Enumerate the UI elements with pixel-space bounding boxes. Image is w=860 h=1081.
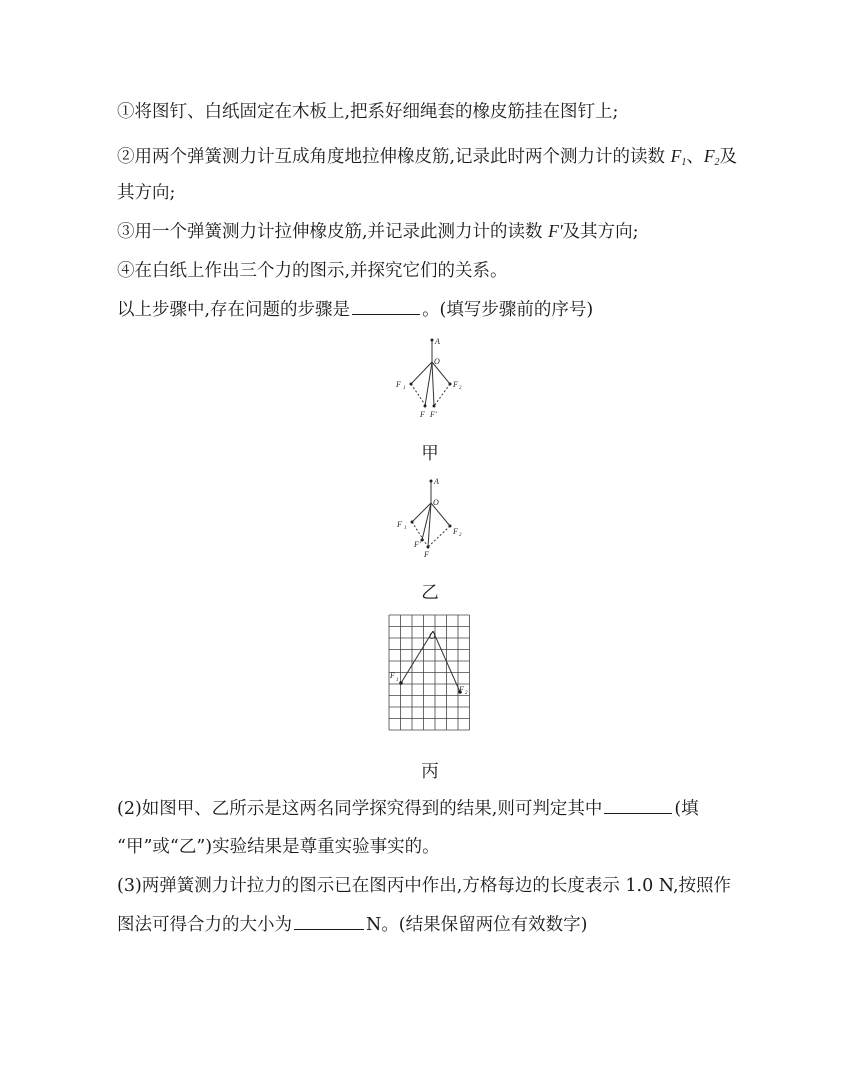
question-3-line-2 bbox=[117, 913, 587, 937]
f2-sub: 2 bbox=[465, 691, 468, 696]
f-prime-label: F' bbox=[414, 540, 421, 549]
step-2-tail: 及 bbox=[719, 147, 738, 167]
question-3-tail: N。(结果保留两位有效数字) bbox=[366, 915, 588, 935]
answer-blank-3[interactable] bbox=[294, 913, 364, 930]
step-1: ①将图钉、白纸固定在木板上,把系好细绳套的橡皮筋挂在图钉上; bbox=[117, 102, 619, 122]
f1-label: F bbox=[396, 380, 401, 389]
f1-sub: 1 bbox=[404, 526, 407, 531]
step-4: ④在白纸上作出三个力的图示,并探究它们的关系。 bbox=[117, 261, 508, 281]
f1-label: F bbox=[397, 520, 402, 529]
f-label: F bbox=[424, 550, 429, 559]
question-1 bbox=[117, 298, 593, 322]
figure-bing bbox=[386, 612, 476, 742]
question-1-tail: 。(填写步骤前的序号) bbox=[422, 300, 594, 320]
question-3-line-1: (3)两弹簧测力计拉力的图示已在图丙中作出,方格每边的长度表示 1.0 N,按照作 bbox=[117, 876, 732, 896]
figure-yi-caption: 乙 bbox=[421, 583, 439, 603]
answer-blank-1[interactable] bbox=[352, 298, 420, 315]
figure-jia-caption: 甲 bbox=[421, 444, 439, 464]
question-2-tail: (填 bbox=[674, 799, 699, 819]
f1-symbol: $F_1$ bbox=[670, 146, 687, 168]
f1-sub: 1 bbox=[396, 678, 399, 683]
figure-bing-caption: 丙 bbox=[421, 762, 439, 782]
step-3-tail: 及其方向; bbox=[562, 222, 639, 242]
f-label: F bbox=[420, 410, 425, 419]
f2-symbol: $F_2$ bbox=[703, 146, 720, 168]
answer-blank-2[interactable] bbox=[604, 797, 672, 814]
f-prime-symbol: F' bbox=[548, 221, 563, 241]
f2-label: F bbox=[459, 685, 464, 694]
f1-label: F bbox=[390, 671, 395, 680]
point-a-label: A bbox=[435, 337, 440, 346]
step-3 bbox=[117, 219, 638, 244]
f-prime-label: F' bbox=[430, 410, 437, 419]
question-2-line-2: “甲”或“乙”)实验结果是尊重实验事实的。 bbox=[117, 837, 440, 857]
step-2-text: ②用两个弹簧测力计互成角度地拉伸橡皮筋,记录此时两个测力计的读数 bbox=[117, 147, 666, 167]
figure-jia bbox=[388, 333, 478, 425]
point-o-label: O bbox=[429, 631, 436, 641]
point-a-label: A bbox=[434, 477, 439, 486]
f1-sub: 1 bbox=[403, 386, 406, 391]
step-2 bbox=[117, 144, 737, 175]
f2-label: F bbox=[453, 527, 458, 536]
f2-label: F bbox=[453, 380, 458, 389]
question-2-text: (2)如图甲、乙所示是这两名同学探究得到的结果,则可判定其中 bbox=[117, 799, 603, 819]
f2-sub: 2 bbox=[459, 533, 462, 538]
question-1-text: 以上步骤中,存在问题的步骤是 bbox=[117, 300, 351, 320]
figure-yi bbox=[388, 474, 478, 564]
step-2-continued: 其方向; bbox=[117, 183, 176, 203]
point-o-label: O bbox=[434, 357, 440, 366]
question-2-line-1 bbox=[117, 797, 699, 821]
question-3-text: 图法可得合力的大小为 bbox=[117, 915, 292, 935]
separator: 、 bbox=[686, 147, 704, 167]
f2-sub: 2 bbox=[459, 386, 462, 391]
point-o-label: O bbox=[433, 498, 439, 507]
step-3-text: ③用一个弹簧测力计拉伸橡皮筋,并记录此测力计的读数 bbox=[117, 222, 543, 242]
